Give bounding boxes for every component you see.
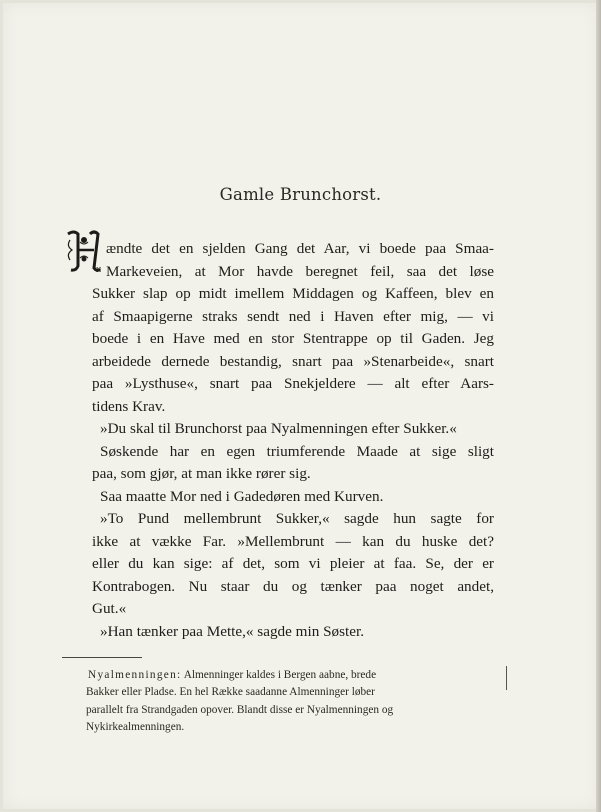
text-line: Markeveien, at Mor havde beregnet feil, saa det løse [106, 262, 494, 280]
text-line: Gut.« [92, 600, 127, 617]
chapter-title: Gamle Brunchorst. [219, 185, 382, 204]
page-edge [596, 0, 601, 812]
text-line: paa »Lysthuse«, snart paa Snekjeldere — alt efter Aars- [92, 375, 494, 392]
text-line: »Han tænker paa Mette,« sagde min Søster. [100, 622, 365, 640]
footnote-line: Bakker eller Pladse. En hel Række saadanne Almenninger løber [86, 686, 375, 699]
text-line: »To Pund mellembrunt Sukker,« sagde hun sagte for [100, 510, 494, 527]
footnote-rule [62, 657, 142, 658]
text-line: Kontrabogen. Nu staar du og tænker paa noget andet, [92, 577, 494, 595]
footnote-text: Almenninger kaldes i Bergen aabne, brede [183, 669, 377, 681]
footnote [86, 667, 492, 736]
footnote-line: Nykirkealmenningen. [86, 720, 185, 733]
text-line: boede i en Have med en stor Stentrappe op til Gaden. Jeg [92, 330, 494, 347]
text-line: Sukker slap op midt imellem Middagen og Kaffeen, blev en [92, 285, 494, 302]
text-line: eller du kan sige: af det, som vi pleier at faa. Se, der er [92, 555, 494, 572]
text-line: paa, som gjør, at man ikke rører sig. [92, 465, 311, 482]
text-line: ikke at vække Far. »Mellembrunt — kan du huske det? [92, 532, 494, 550]
text-line: arbeidede dernede bestandig, snart paa »Stenarbeide«, snart [92, 352, 494, 370]
text-line: ændte det en sjelden Gang det Aar, vi boede paa Smaa- [106, 240, 494, 257]
footnote-term: Nyalmenningen: [88, 669, 182, 681]
text-line: af Smaapigerne straks sendt ned i Haven efter mig, — vi [92, 307, 494, 325]
body-text [92, 238, 494, 643]
text-line: tidens Krav. [92, 397, 166, 415]
footnote-line: parallelt fra Strandgaden opover. Blandt disse er Nyalmenningen og [86, 703, 394, 716]
text-line: »Du skal til Brunchorst paa Nyalmenningen efter Sukker.« [100, 420, 457, 437]
text-line: Søskende har en egen triumferende Maade at sige sligt [100, 442, 494, 460]
drop-cap-letter: H [96, 267, 102, 274]
margin-mark [506, 666, 507, 690]
footnote-line [86, 667, 492, 684]
text-line: Saa maatte Mor ned i Gadedøren med Kurven. [100, 487, 384, 505]
